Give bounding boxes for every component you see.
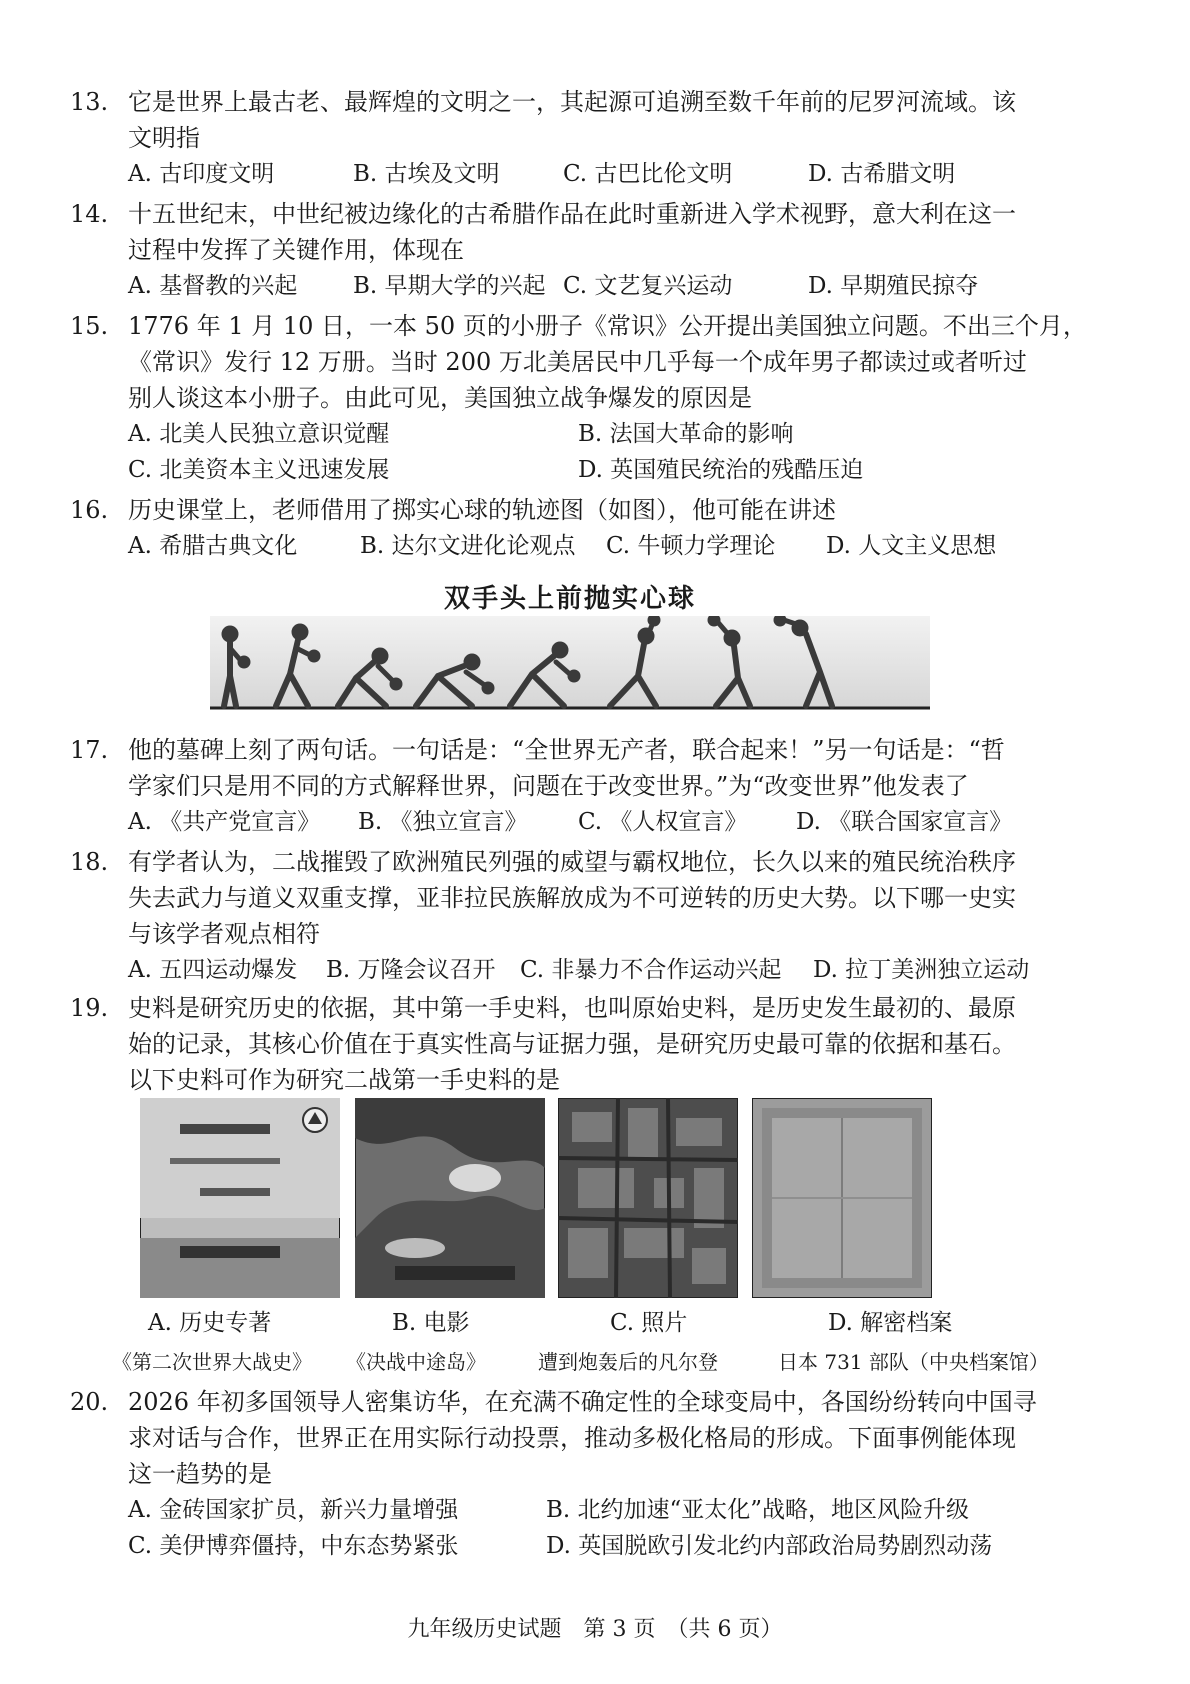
throw-sequence-illustration — [210, 616, 930, 716]
photo-verdun — [558, 1098, 738, 1298]
question-20 — [70, 1384, 1090, 1564]
photo-caption: 日本 731 部队（中央档案馆） — [778, 1350, 1049, 1374]
stem-line: 以下史料可作为研究二战第一手史料的是 — [128, 1066, 560, 1094]
option-b: B. 古埃及文明 — [353, 161, 500, 187]
stem-line: 史料是研究历史的依据，其中第一手史料，也叫原始史料，是历史发生最初的、最原 — [128, 994, 1016, 1022]
question-stem — [128, 844, 1090, 952]
options-row — [128, 952, 1090, 988]
question-19 — [70, 990, 1090, 1098]
stem-line: 过程中发挥了关键作用，体现在 — [128, 236, 464, 264]
option-c: C. 非暴力不合作运动兴起 — [520, 957, 782, 983]
figure-title: 双手头上前抛实心球 — [443, 584, 696, 614]
stem-line: 别人谈这本小册子。由此可见，美国独立战争爆发的原因是 — [128, 384, 752, 412]
stem-line: 学家们只是用不同的方式解释世界，问题在于改变世界。”为“改变世界”他发表了 — [128, 772, 969, 800]
option-a: A. 古印度文明 — [128, 161, 275, 187]
option-a: A. 基督教的兴起 — [128, 273, 298, 299]
option-b: B. 《独立宣言》 — [358, 809, 528, 835]
option-d: D. 人文主义思想 — [826, 533, 997, 559]
option-d: D. 早期殖民掠夺 — [808, 273, 979, 299]
question-stem — [128, 1384, 1090, 1492]
option-d: D. 《联合国家宣言》 — [796, 809, 1013, 835]
stem-line: 有学者认为，二战摧毁了欧洲殖民列强的威望与霸权地位，长久以来的殖民统治秩序 — [128, 848, 1016, 876]
question-17 — [70, 732, 1090, 840]
question-number: 17. — [70, 736, 109, 764]
question-number: 18. — [70, 848, 109, 876]
stem-line: 《常识》发行 12 万册。当时 200 万北美居民中几乎每一个成年男子都读过或者听过 — [128, 348, 1027, 376]
question-number: 14. — [70, 200, 109, 228]
question-16 — [70, 492, 1090, 564]
options-row — [128, 416, 1090, 452]
option-a: A. 金砖国家扩员，新兴力量增强 — [128, 1497, 459, 1523]
options-row — [128, 156, 1090, 192]
option-d: D. 拉丁美洲独立运动 — [813, 957, 1030, 983]
option-d: D. 英国殖民统治的残酷压迫 — [578, 457, 864, 483]
stem-line: 2026 年初多国领导人密集访华，在充满不确定性的全球变局中，各国纷纷转向中国寻 — [128, 1388, 1037, 1416]
question-stem — [128, 732, 1090, 804]
stem-line: 始的记录，其核心价值在于真实性高与证据力强，是研究历史最可靠的依据和基石。 — [128, 1030, 1016, 1058]
question-stem — [128, 492, 1090, 528]
stem-line: 这一趋势的是 — [128, 1460, 272, 1488]
options-row — [128, 1528, 1090, 1564]
option-a: A. 历史专著 — [148, 1310, 272, 1336]
stem-line: 求对话与合作，世界正在用实际行动投票，推动多极化格局的形成。下面事例能体现 — [128, 1424, 1016, 1452]
option-c: C. 文艺复兴运动 — [563, 273, 733, 299]
option-b: B. 万隆会议召开 — [326, 957, 496, 983]
stem-line: 文明指 — [128, 124, 200, 152]
photo-caption: 《决战中途岛》 — [346, 1350, 486, 1374]
option-c: C. 《人权宣言》 — [578, 809, 748, 835]
option-c: C. 古巴比伦文明 — [563, 161, 733, 187]
options-row — [128, 1492, 1090, 1528]
stem-line: 它是世界上最古老、最辉煌的文明之一，其起源可追溯至数千年前的尼罗河流域。该 — [128, 88, 1016, 116]
stem-line: 失去武力与道义双重支撑，亚非拉民族解放成为不可逆转的历史大势。以下哪一史实 — [128, 884, 1016, 912]
option-b: B. 达尔文进化论观点 — [360, 533, 576, 559]
stem-line: 历史课堂上，老师借用了掷实心球的轨迹图（如图），他可能在讲述 — [128, 496, 836, 524]
page-footer: 九年级历史试题 第 3 页 （共 6 页） — [407, 1617, 783, 1642]
question-stem — [128, 84, 1090, 156]
option-a: A. 五四运动爆发 — [128, 957, 298, 983]
question-stem — [128, 990, 1090, 1098]
photo-caption: 遭到炮轰后的凡尔登 — [538, 1350, 718, 1374]
question-number: 13. — [70, 88, 109, 116]
question-14 — [70, 196, 1090, 304]
question-18 — [70, 844, 1090, 988]
source-photos — [140, 1098, 1000, 1298]
stem-line: 1776 年 1 月 10 日，一本 50 页的小册子《常识》公开提出美国独立问题。不出三个月， — [128, 312, 1087, 340]
option-c: C. 北美资本主义迅速发展 — [128, 457, 390, 483]
question-stem — [128, 196, 1090, 268]
stem-line: 与该学者观点相符 — [128, 920, 320, 948]
question-number: 15. — [70, 312, 109, 340]
option-c: C. 照片 — [610, 1310, 688, 1336]
question-number: 19. — [70, 994, 109, 1022]
option-d: D. 英国脱欧引发北约内部政治局势剧烈动荡 — [546, 1533, 993, 1559]
options-row — [128, 528, 1090, 564]
shot-put-figure — [210, 578, 930, 718]
photo-unit-731-archive — [752, 1098, 932, 1298]
options-row — [128, 804, 1090, 840]
photo-history-book — [140, 1098, 340, 1298]
option-d: D. 解密档案 — [828, 1310, 953, 1336]
question-number: 16. — [70, 496, 109, 524]
option-b: B. 电影 — [392, 1310, 470, 1336]
stem-line: 他的墓碑上刻了两句话。一句话是：“全世界无产者，联合起来！”另一句话是：“哲 — [128, 736, 1005, 764]
options-row — [128, 452, 1090, 488]
option-b: B. 早期大学的兴起 — [353, 273, 546, 299]
option-c: C. 美伊博弈僵持，中东态势紧张 — [128, 1533, 459, 1559]
stem-line: 十五世纪末，中世纪被边缘化的古希腊作品在此时重新进入学术视野，意大利在这一 — [128, 200, 1016, 228]
options-row — [128, 268, 1090, 304]
option-d: D. 古希腊文明 — [808, 161, 956, 187]
option-b: B. 法国大革命的影响 — [578, 421, 794, 447]
option-b: B. 北约加速“亚太化”战略，地区风险升级 — [546, 1497, 970, 1523]
option-a: A. 北美人民独立意识觉醒 — [128, 421, 390, 447]
photo-film-still — [355, 1098, 545, 1298]
question-13 — [70, 84, 1090, 192]
option-a: A. 希腊古典文化 — [128, 533, 298, 559]
photo-caption: 《第二次世界大战史》 — [112, 1350, 312, 1374]
question-15 — [70, 308, 1090, 488]
option-a: A. 《共产党宣言》 — [128, 809, 321, 835]
question-number: 20. — [70, 1388, 109, 1416]
option-c: C. 牛顿力学理论 — [606, 533, 776, 559]
question-stem — [128, 308, 1090, 416]
